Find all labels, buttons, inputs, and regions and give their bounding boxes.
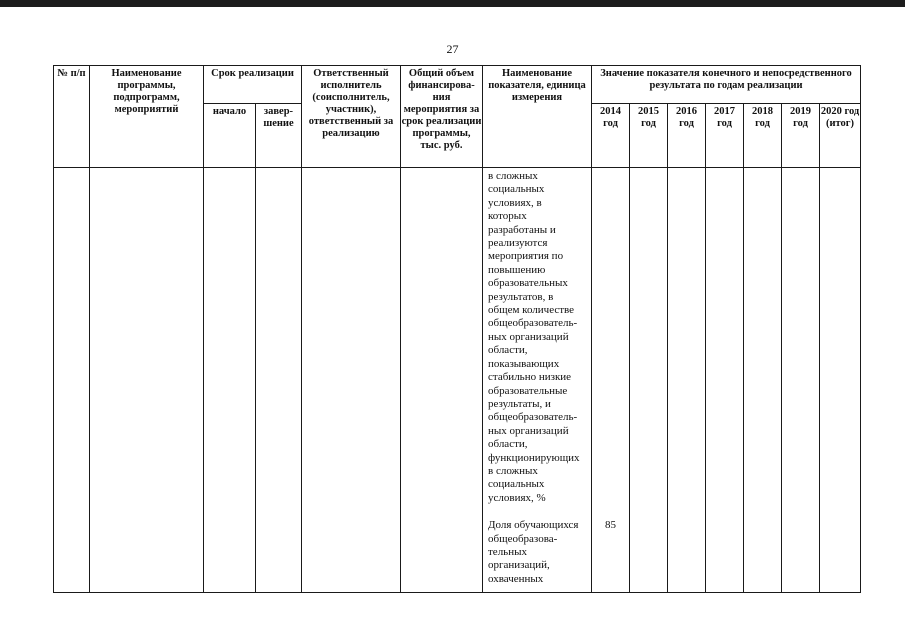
cell-indicator-name — [483, 168, 592, 593]
header-year-2020-total: 2020 год (итог) — [820, 104, 861, 168]
indicator-line: общеобразователь- — [488, 317, 578, 330]
header-period-end: завер-шение — [256, 104, 302, 168]
header-year-2016: 2016 год — [668, 104, 706, 168]
indicator-line: в сложных — [488, 464, 538, 477]
indicator-line: результаты, и — [488, 397, 551, 410]
header-row-number: № п/п — [54, 66, 90, 168]
cell-value-2017 — [706, 168, 744, 593]
indicator-line: социальных — [488, 183, 545, 196]
indicator-line: ных организаций — [488, 424, 569, 437]
indicator-line: области, — [488, 344, 528, 357]
table-row — [54, 168, 861, 593]
cell-value-2018 — [744, 168, 782, 593]
cell-value-2016 — [668, 168, 706, 593]
indicator-line: повышению — [488, 263, 546, 276]
indicator-line: ных организаций — [488, 330, 569, 343]
indicator-text-enrollment — [488, 519, 590, 586]
indicator-line: стабильно низкие — [488, 371, 572, 384]
indicator-line: Доля обучающихся — [488, 519, 579, 532]
indicator-line: результатов, в — [488, 290, 554, 303]
cell-program-name — [90, 168, 204, 593]
indicator-line: общеобразова- — [488, 532, 558, 545]
indicator-line: которых — [488, 210, 527, 223]
indicator-line: условиях, в — [488, 196, 542, 209]
cell-value-2019 — [782, 168, 820, 593]
indicator-line: функционирующих — [488, 451, 580, 464]
header-program-name: Наименование программы, подпрограмм, мероприятий — [90, 66, 204, 168]
cell-responsible — [302, 168, 401, 593]
header-year-2017: 2017 год — [706, 104, 744, 168]
header-year-2018: 2018 год — [744, 104, 782, 168]
indicator-text-continued — [488, 170, 590, 505]
indicator-line: организаций, — [488, 559, 550, 572]
indicator-line: образовательных — [488, 277, 568, 290]
header-year-2019: 2019 год — [782, 104, 820, 168]
indicator-line: общем количестве — [488, 304, 575, 317]
cell-value-2015 — [630, 168, 668, 593]
indicator-line: образовательные — [488, 384, 568, 397]
cell-financing — [401, 168, 483, 593]
header-responsible: Ответственный исполнитель (соисполнитель, участник), ответственный за реализацию — [302, 66, 401, 168]
header-financing: Общий объем финансирова-ния мероприятия за срок реализации программы, тыс. руб. — [401, 66, 483, 168]
indicator-line: реализуются — [488, 237, 548, 250]
indicator-line: в сложных — [488, 170, 538, 182]
cell-period-start — [204, 168, 256, 593]
cell-period-end — [256, 168, 302, 593]
indicator-line: области, — [488, 438, 528, 451]
header-indicator-name: Наименование показателя, единица измерения — [483, 66, 592, 168]
indicator-line: показывающих — [488, 357, 560, 370]
cell-value-2020 — [820, 168, 861, 593]
indicator-line: охваченных — [488, 572, 544, 585]
page-number: 27 — [446, 42, 459, 56]
cell-row-number — [54, 168, 90, 593]
scan-top-edge — [0, 0, 905, 7]
indicator-line: мероприятия по — [488, 250, 564, 263]
program-indicators-table — [53, 65, 861, 593]
header-year-2015: 2015 год — [630, 104, 668, 168]
header-indicator-values: Значение показателя конечного и непосредственного результата по годам реализации — [592, 66, 861, 104]
header-period-start: начало — [204, 104, 256, 168]
indicator-line: условиях, % — [488, 491, 546, 504]
header-year-2014: 2014 год — [592, 104, 630, 168]
cell-value-2014: 85 — [592, 168, 630, 593]
indicator-line: общеобразователь- — [488, 411, 578, 424]
header-period: Срок реализации — [204, 66, 302, 104]
indicator-line: тельных — [488, 545, 527, 558]
indicator-line: социальных — [488, 478, 545, 491]
indicator-line: разработаны и — [488, 223, 556, 236]
